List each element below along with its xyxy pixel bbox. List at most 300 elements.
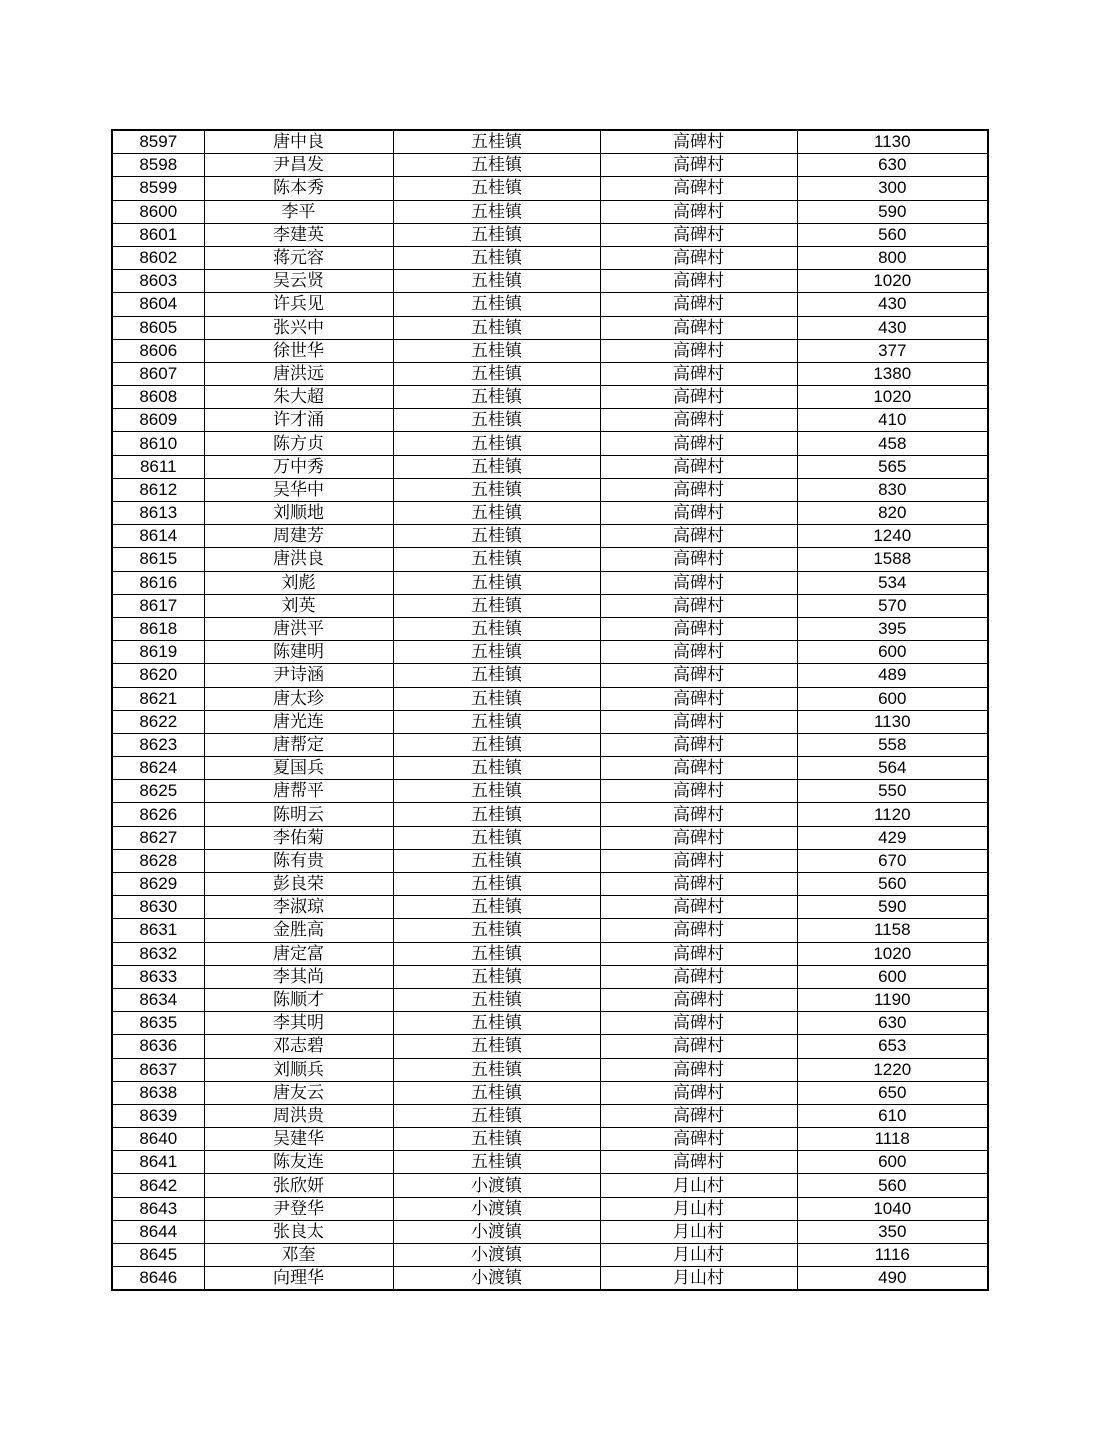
cell-village: 高碑村 bbox=[600, 757, 797, 780]
cell-amount: 558 bbox=[797, 733, 988, 756]
cell-name: 唐洪远 bbox=[204, 362, 393, 385]
cell-town: 五桂镇 bbox=[393, 849, 600, 872]
table-row bbox=[112, 919, 988, 942]
cell-id: 8602 bbox=[112, 246, 204, 269]
cell-amount: 430 bbox=[797, 316, 988, 339]
cell-id: 8622 bbox=[112, 710, 204, 733]
cell-id: 8604 bbox=[112, 293, 204, 316]
cell-amount: 653 bbox=[797, 1035, 988, 1058]
cell-id: 8621 bbox=[112, 687, 204, 710]
cell-village: 高碑村 bbox=[600, 177, 797, 200]
cell-id: 8626 bbox=[112, 803, 204, 826]
cell-amount: 630 bbox=[797, 154, 988, 177]
cell-village: 高碑村 bbox=[600, 362, 797, 385]
cell-town: 五桂镇 bbox=[393, 594, 600, 617]
table-row bbox=[112, 1151, 988, 1174]
table-row bbox=[112, 733, 988, 756]
cell-town: 五桂镇 bbox=[393, 757, 600, 780]
cell-town: 五桂镇 bbox=[393, 965, 600, 988]
cell-id: 8611 bbox=[112, 455, 204, 478]
cell-id: 8624 bbox=[112, 757, 204, 780]
cell-amount: 1020 bbox=[797, 942, 988, 965]
table-row bbox=[112, 1174, 988, 1197]
cell-name: 张兴中 bbox=[204, 316, 393, 339]
table-row bbox=[112, 478, 988, 501]
table-row bbox=[112, 502, 988, 525]
cell-id: 8641 bbox=[112, 1151, 204, 1174]
cell-name: 陈本秀 bbox=[204, 177, 393, 200]
cell-id: 8640 bbox=[112, 1128, 204, 1151]
cell-village: 高碑村 bbox=[600, 154, 797, 177]
table-row bbox=[112, 362, 988, 385]
cell-name: 邓志碧 bbox=[204, 1035, 393, 1058]
table-row bbox=[112, 757, 988, 780]
cell-village: 高碑村 bbox=[600, 942, 797, 965]
cell-id: 8613 bbox=[112, 502, 204, 525]
cell-id: 8612 bbox=[112, 478, 204, 501]
cell-village: 高碑村 bbox=[600, 873, 797, 896]
cell-name: 彭良荣 bbox=[204, 873, 393, 896]
cell-amount: 350 bbox=[797, 1220, 988, 1243]
cell-town: 五桂镇 bbox=[393, 409, 600, 432]
table-row bbox=[112, 1104, 988, 1127]
table-row bbox=[112, 339, 988, 362]
cell-village: 高碑村 bbox=[600, 1104, 797, 1127]
table-row bbox=[112, 571, 988, 594]
cell-town: 五桂镇 bbox=[393, 803, 600, 826]
cell-town: 五桂镇 bbox=[393, 130, 600, 154]
cell-id: 8598 bbox=[112, 154, 204, 177]
cell-amount: 1588 bbox=[797, 548, 988, 571]
table-row bbox=[112, 873, 988, 896]
cell-id: 8631 bbox=[112, 919, 204, 942]
cell-amount: 560 bbox=[797, 873, 988, 896]
cell-amount: 600 bbox=[797, 641, 988, 664]
cell-name: 刘顺地 bbox=[204, 502, 393, 525]
table-row bbox=[112, 710, 988, 733]
cell-amount: 560 bbox=[797, 223, 988, 246]
table-row bbox=[112, 687, 988, 710]
table-row bbox=[112, 594, 988, 617]
cell-name: 唐洪平 bbox=[204, 617, 393, 640]
cell-village: 高碑村 bbox=[600, 641, 797, 664]
cell-village: 月山村 bbox=[600, 1244, 797, 1267]
cell-amount: 1118 bbox=[797, 1128, 988, 1151]
cell-name: 陈方贞 bbox=[204, 432, 393, 455]
table-body bbox=[112, 130, 988, 1290]
cell-name: 唐太珍 bbox=[204, 687, 393, 710]
cell-town: 五桂镇 bbox=[393, 154, 600, 177]
cell-village: 高碑村 bbox=[600, 780, 797, 803]
cell-id: 8638 bbox=[112, 1081, 204, 1104]
cell-village: 高碑村 bbox=[600, 687, 797, 710]
cell-town: 五桂镇 bbox=[393, 617, 600, 640]
cell-name: 许兵见 bbox=[204, 293, 393, 316]
cell-village: 高碑村 bbox=[600, 1081, 797, 1104]
cell-town: 五桂镇 bbox=[393, 1035, 600, 1058]
cell-id: 8597 bbox=[112, 130, 204, 154]
cell-village: 高碑村 bbox=[600, 849, 797, 872]
cell-town: 五桂镇 bbox=[393, 525, 600, 548]
cell-amount: 1380 bbox=[797, 362, 988, 385]
cell-town: 五桂镇 bbox=[393, 919, 600, 942]
cell-id: 8623 bbox=[112, 733, 204, 756]
cell-amount: 1116 bbox=[797, 1244, 988, 1267]
cell-name: 吴华中 bbox=[204, 478, 393, 501]
cell-town: 五桂镇 bbox=[393, 826, 600, 849]
cell-amount: 1130 bbox=[797, 130, 988, 154]
cell-name: 刘顺兵 bbox=[204, 1058, 393, 1081]
cell-name: 尹昌发 bbox=[204, 154, 393, 177]
cell-amount: 650 bbox=[797, 1081, 988, 1104]
cell-name: 尹登华 bbox=[204, 1197, 393, 1220]
cell-name: 许才涌 bbox=[204, 409, 393, 432]
cell-town: 五桂镇 bbox=[393, 200, 600, 223]
cell-town: 五桂镇 bbox=[393, 478, 600, 501]
cell-town: 五桂镇 bbox=[393, 988, 600, 1011]
table-row bbox=[112, 1012, 988, 1035]
cell-id: 8607 bbox=[112, 362, 204, 385]
cell-town: 五桂镇 bbox=[393, 1081, 600, 1104]
cell-village: 月山村 bbox=[600, 1220, 797, 1243]
cell-village: 高碑村 bbox=[600, 525, 797, 548]
cell-name: 周洪贵 bbox=[204, 1104, 393, 1127]
cell-name: 李建英 bbox=[204, 223, 393, 246]
cell-town: 五桂镇 bbox=[393, 339, 600, 362]
cell-id: 8646 bbox=[112, 1267, 204, 1291]
table-row bbox=[112, 130, 988, 154]
cell-amount: 458 bbox=[797, 432, 988, 455]
cell-id: 8636 bbox=[112, 1035, 204, 1058]
cell-amount: 564 bbox=[797, 757, 988, 780]
cell-amount: 560 bbox=[797, 1174, 988, 1197]
cell-name: 唐定富 bbox=[204, 942, 393, 965]
cell-id: 8645 bbox=[112, 1244, 204, 1267]
cell-town: 五桂镇 bbox=[393, 896, 600, 919]
cell-town: 五桂镇 bbox=[393, 571, 600, 594]
cell-name: 周建芳 bbox=[204, 525, 393, 548]
cell-id: 8609 bbox=[112, 409, 204, 432]
cell-amount: 1158 bbox=[797, 919, 988, 942]
cell-id: 8634 bbox=[112, 988, 204, 1011]
cell-amount: 600 bbox=[797, 687, 988, 710]
data-table bbox=[111, 129, 989, 1291]
cell-amount: 590 bbox=[797, 200, 988, 223]
cell-village: 高碑村 bbox=[600, 130, 797, 154]
cell-amount: 800 bbox=[797, 246, 988, 269]
cell-village: 月山村 bbox=[600, 1267, 797, 1291]
table-row bbox=[112, 803, 988, 826]
cell-town: 五桂镇 bbox=[393, 641, 600, 664]
cell-village: 高碑村 bbox=[600, 386, 797, 409]
table-row bbox=[112, 1244, 988, 1267]
cell-id: 8633 bbox=[112, 965, 204, 988]
cell-amount: 630 bbox=[797, 1012, 988, 1035]
cell-village: 高碑村 bbox=[600, 316, 797, 339]
cell-amount: 430 bbox=[797, 293, 988, 316]
cell-name: 邓奎 bbox=[204, 1244, 393, 1267]
cell-id: 8632 bbox=[112, 942, 204, 965]
cell-town: 五桂镇 bbox=[393, 293, 600, 316]
table-row bbox=[112, 223, 988, 246]
cell-id: 8615 bbox=[112, 548, 204, 571]
table-row bbox=[112, 641, 988, 664]
cell-id: 8606 bbox=[112, 339, 204, 362]
cell-village: 月山村 bbox=[600, 1174, 797, 1197]
cell-name: 李淑琼 bbox=[204, 896, 393, 919]
cell-id: 8643 bbox=[112, 1197, 204, 1220]
cell-village: 高碑村 bbox=[600, 919, 797, 942]
cell-village: 高碑村 bbox=[600, 571, 797, 594]
cell-town: 五桂镇 bbox=[393, 177, 600, 200]
cell-amount: 490 bbox=[797, 1267, 988, 1291]
table-row bbox=[112, 849, 988, 872]
cell-town: 五桂镇 bbox=[393, 455, 600, 478]
cell-town: 五桂镇 bbox=[393, 664, 600, 687]
cell-amount: 300 bbox=[797, 177, 988, 200]
table-row bbox=[112, 664, 988, 687]
cell-village: 高碑村 bbox=[600, 455, 797, 478]
cell-town: 五桂镇 bbox=[393, 548, 600, 571]
cell-village: 高碑村 bbox=[600, 502, 797, 525]
cell-name: 夏国兵 bbox=[204, 757, 393, 780]
cell-id: 8637 bbox=[112, 1058, 204, 1081]
cell-id: 8628 bbox=[112, 849, 204, 872]
cell-id: 8616 bbox=[112, 571, 204, 594]
cell-id: 8610 bbox=[112, 432, 204, 455]
table-row bbox=[112, 1035, 988, 1058]
table-row bbox=[112, 1197, 988, 1220]
cell-village: 高碑村 bbox=[600, 1058, 797, 1081]
cell-village: 高碑村 bbox=[600, 1128, 797, 1151]
cell-id: 8599 bbox=[112, 177, 204, 200]
cell-id: 8625 bbox=[112, 780, 204, 803]
cell-town: 五桂镇 bbox=[393, 1151, 600, 1174]
cell-amount: 820 bbox=[797, 502, 988, 525]
table-row bbox=[112, 293, 988, 316]
cell-village: 高碑村 bbox=[600, 432, 797, 455]
cell-name: 万中秀 bbox=[204, 455, 393, 478]
cell-town: 五桂镇 bbox=[393, 780, 600, 803]
table-row bbox=[112, 965, 988, 988]
cell-name: 李平 bbox=[204, 200, 393, 223]
cell-town: 五桂镇 bbox=[393, 362, 600, 385]
cell-village: 高碑村 bbox=[600, 1035, 797, 1058]
cell-town: 五桂镇 bbox=[393, 1058, 600, 1081]
table-row bbox=[112, 177, 988, 200]
cell-village: 高碑村 bbox=[600, 988, 797, 1011]
cell-name: 唐洪良 bbox=[204, 548, 393, 571]
cell-name: 唐帮定 bbox=[204, 733, 393, 756]
cell-village: 高碑村 bbox=[600, 826, 797, 849]
cell-village: 高碑村 bbox=[600, 1012, 797, 1035]
cell-name: 吴建华 bbox=[204, 1128, 393, 1151]
cell-town: 五桂镇 bbox=[393, 432, 600, 455]
cell-town: 五桂镇 bbox=[393, 386, 600, 409]
cell-name: 吴云贤 bbox=[204, 270, 393, 293]
cell-id: 8619 bbox=[112, 641, 204, 664]
cell-name: 陈顺才 bbox=[204, 988, 393, 1011]
cell-town: 小渡镇 bbox=[393, 1174, 600, 1197]
cell-name: 刘彪 bbox=[204, 571, 393, 594]
cell-village: 高碑村 bbox=[600, 548, 797, 571]
cell-id: 8600 bbox=[112, 200, 204, 223]
cell-town: 五桂镇 bbox=[393, 502, 600, 525]
cell-name: 李其尚 bbox=[204, 965, 393, 988]
cell-id: 8608 bbox=[112, 386, 204, 409]
cell-village: 高碑村 bbox=[600, 339, 797, 362]
cell-amount: 550 bbox=[797, 780, 988, 803]
cell-name: 唐友云 bbox=[204, 1081, 393, 1104]
cell-village: 高碑村 bbox=[600, 246, 797, 269]
cell-name: 刘英 bbox=[204, 594, 393, 617]
table-row bbox=[112, 548, 988, 571]
cell-name: 尹诗涵 bbox=[204, 664, 393, 687]
table-row bbox=[112, 1267, 988, 1291]
cell-village: 高碑村 bbox=[600, 803, 797, 826]
table-row bbox=[112, 826, 988, 849]
cell-village: 高碑村 bbox=[600, 293, 797, 316]
cell-name: 陈明云 bbox=[204, 803, 393, 826]
cell-id: 8620 bbox=[112, 664, 204, 687]
cell-village: 月山村 bbox=[600, 1197, 797, 1220]
cell-name: 向理华 bbox=[204, 1267, 393, 1291]
cell-id: 8627 bbox=[112, 826, 204, 849]
cell-name: 朱大超 bbox=[204, 386, 393, 409]
cell-village: 高碑村 bbox=[600, 710, 797, 733]
cell-amount: 610 bbox=[797, 1104, 988, 1127]
cell-id: 8618 bbox=[112, 617, 204, 640]
cell-amount: 1130 bbox=[797, 710, 988, 733]
table-row bbox=[112, 386, 988, 409]
table-row bbox=[112, 525, 988, 548]
cell-name: 陈友连 bbox=[204, 1151, 393, 1174]
table-row bbox=[112, 1081, 988, 1104]
table-row bbox=[112, 432, 988, 455]
cell-id: 8617 bbox=[112, 594, 204, 617]
cell-name: 唐光连 bbox=[204, 710, 393, 733]
cell-id: 8639 bbox=[112, 1104, 204, 1127]
cell-amount: 1220 bbox=[797, 1058, 988, 1081]
cell-town: 五桂镇 bbox=[393, 1128, 600, 1151]
cell-amount: 670 bbox=[797, 849, 988, 872]
cell-town: 五桂镇 bbox=[393, 246, 600, 269]
cell-town: 五桂镇 bbox=[393, 687, 600, 710]
table-row bbox=[112, 409, 988, 432]
cell-amount: 1190 bbox=[797, 988, 988, 1011]
cell-village: 高碑村 bbox=[600, 594, 797, 617]
cell-town: 五桂镇 bbox=[393, 942, 600, 965]
table-row bbox=[112, 1058, 988, 1081]
cell-name: 蒋元容 bbox=[204, 246, 393, 269]
cell-name: 唐中良 bbox=[204, 130, 393, 154]
cell-name: 陈建明 bbox=[204, 641, 393, 664]
cell-name: 张欣妍 bbox=[204, 1174, 393, 1197]
table-row bbox=[112, 200, 988, 223]
table-row bbox=[112, 988, 988, 1011]
table-row bbox=[112, 455, 988, 478]
cell-town: 五桂镇 bbox=[393, 1012, 600, 1035]
cell-id: 8644 bbox=[112, 1220, 204, 1243]
cell-village: 高碑村 bbox=[600, 1151, 797, 1174]
table-row bbox=[112, 154, 988, 177]
cell-name: 张良太 bbox=[204, 1220, 393, 1243]
cell-village: 高碑村 bbox=[600, 733, 797, 756]
cell-village: 高碑村 bbox=[600, 617, 797, 640]
cell-town: 小渡镇 bbox=[393, 1267, 600, 1291]
table-row bbox=[112, 617, 988, 640]
cell-id: 8642 bbox=[112, 1174, 204, 1197]
cell-amount: 489 bbox=[797, 664, 988, 687]
cell-village: 高碑村 bbox=[600, 270, 797, 293]
cell-town: 五桂镇 bbox=[393, 223, 600, 246]
cell-town: 五桂镇 bbox=[393, 316, 600, 339]
cell-id: 8629 bbox=[112, 873, 204, 896]
cell-name: 徐世华 bbox=[204, 339, 393, 362]
cell-name: 李佑菊 bbox=[204, 826, 393, 849]
cell-town: 五桂镇 bbox=[393, 270, 600, 293]
cell-village: 高碑村 bbox=[600, 409, 797, 432]
cell-name: 金胜高 bbox=[204, 919, 393, 942]
cell-id: 8614 bbox=[112, 525, 204, 548]
cell-village: 高碑村 bbox=[600, 965, 797, 988]
cell-name: 李其明 bbox=[204, 1012, 393, 1035]
cell-amount: 429 bbox=[797, 826, 988, 849]
table-row bbox=[112, 896, 988, 919]
cell-id: 8605 bbox=[112, 316, 204, 339]
cell-village: 高碑村 bbox=[600, 664, 797, 687]
cell-village: 高碑村 bbox=[600, 896, 797, 919]
table-row bbox=[112, 246, 988, 269]
cell-town: 小渡镇 bbox=[393, 1244, 600, 1267]
cell-town: 五桂镇 bbox=[393, 733, 600, 756]
cell-village: 高碑村 bbox=[600, 478, 797, 501]
cell-amount: 1020 bbox=[797, 270, 988, 293]
cell-amount: 410 bbox=[797, 409, 988, 432]
table-row bbox=[112, 270, 988, 293]
cell-id: 8635 bbox=[112, 1012, 204, 1035]
cell-amount: 830 bbox=[797, 478, 988, 501]
cell-amount: 395 bbox=[797, 617, 988, 640]
cell-amount: 590 bbox=[797, 896, 988, 919]
cell-town: 五桂镇 bbox=[393, 710, 600, 733]
cell-amount: 1020 bbox=[797, 386, 988, 409]
cell-town: 小渡镇 bbox=[393, 1220, 600, 1243]
cell-name: 陈有贵 bbox=[204, 849, 393, 872]
cell-amount: 1040 bbox=[797, 1197, 988, 1220]
cell-amount: 1240 bbox=[797, 525, 988, 548]
cell-id: 8630 bbox=[112, 896, 204, 919]
cell-town: 五桂镇 bbox=[393, 873, 600, 896]
cell-amount: 570 bbox=[797, 594, 988, 617]
table-row bbox=[112, 1220, 988, 1243]
cell-name: 唐帮平 bbox=[204, 780, 393, 803]
cell-amount: 377 bbox=[797, 339, 988, 362]
cell-id: 8601 bbox=[112, 223, 204, 246]
cell-id: 8603 bbox=[112, 270, 204, 293]
table-row bbox=[112, 316, 988, 339]
cell-amount: 1120 bbox=[797, 803, 988, 826]
cell-town: 小渡镇 bbox=[393, 1197, 600, 1220]
cell-amount: 600 bbox=[797, 965, 988, 988]
cell-village: 高碑村 bbox=[600, 200, 797, 223]
cell-town: 五桂镇 bbox=[393, 1104, 600, 1127]
cell-amount: 565 bbox=[797, 455, 988, 478]
table-row bbox=[112, 1128, 988, 1151]
cell-amount: 600 bbox=[797, 1151, 988, 1174]
cell-amount: 534 bbox=[797, 571, 988, 594]
table-row bbox=[112, 942, 988, 965]
